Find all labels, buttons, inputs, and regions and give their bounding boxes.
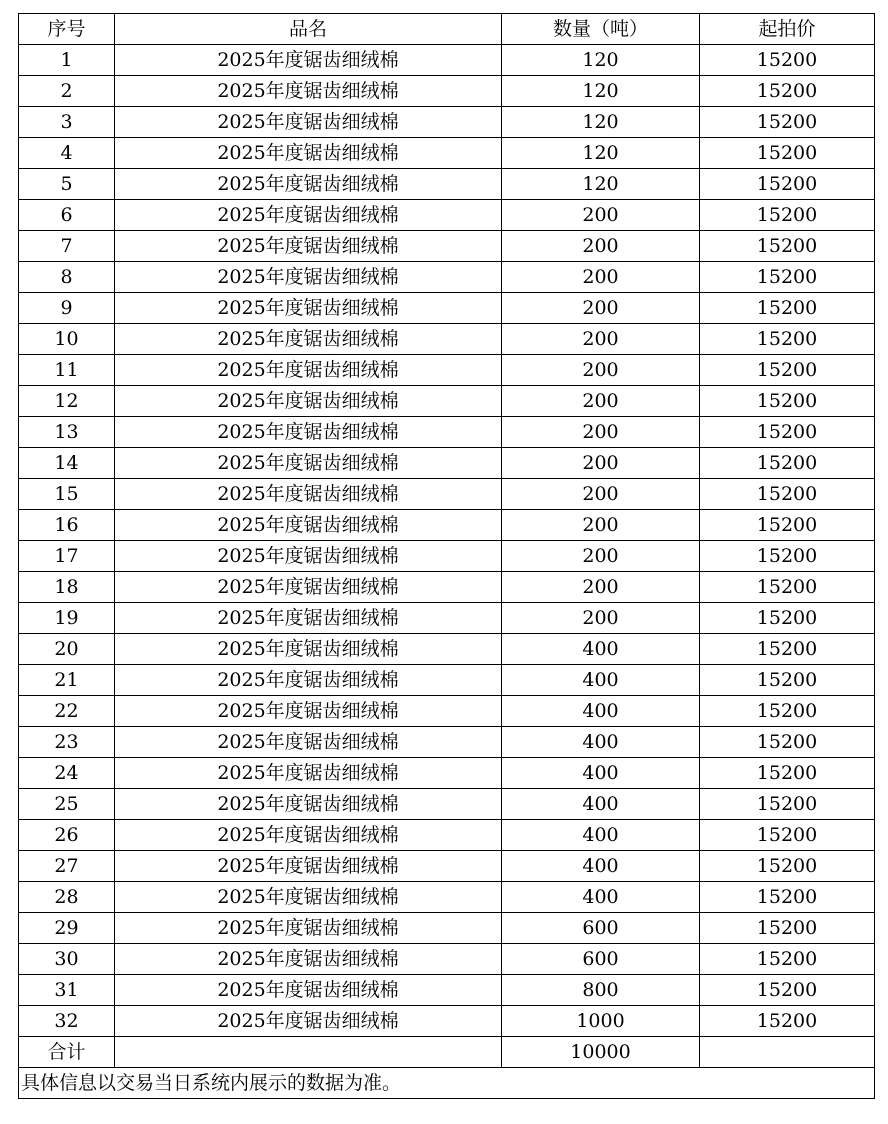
table-header-row: [19, 14, 875, 45]
cell-name: 2025年度锯齿细绒棉: [115, 541, 502, 572]
cell-name: 2025年度锯齿细绒棉: [115, 851, 502, 882]
cell-start-price: 15200: [700, 417, 875, 448]
cell-quantity: 400: [502, 820, 700, 851]
cell-quantity: 120: [502, 138, 700, 169]
table-row: [19, 76, 875, 107]
total-quantity: 10000: [502, 1037, 700, 1068]
cell-seq: 15: [19, 479, 115, 510]
cell-start-price: 15200: [700, 510, 875, 541]
cell-start-price: 15200: [700, 386, 875, 417]
cell-seq: 13: [19, 417, 115, 448]
total-name: [115, 1037, 502, 1068]
cell-seq: 30: [19, 944, 115, 975]
cell-seq: 3: [19, 107, 115, 138]
table-row: [19, 758, 875, 789]
table-row: [19, 541, 875, 572]
cell-name: 2025年度锯齿细绒棉: [115, 758, 502, 789]
cell-start-price: 15200: [700, 200, 875, 231]
cell-name: 2025年度锯齿细绒棉: [115, 510, 502, 541]
cell-quantity: 200: [502, 541, 700, 572]
cell-start-price: 15200: [700, 696, 875, 727]
cell-seq: 9: [19, 293, 115, 324]
cell-start-price: 15200: [700, 138, 875, 169]
table-row: [19, 975, 875, 1006]
cell-quantity: 200: [502, 510, 700, 541]
table-row: [19, 1006, 875, 1037]
cell-name: 2025年度锯齿细绒棉: [115, 572, 502, 603]
cell-quantity: 200: [502, 200, 700, 231]
cell-start-price: 15200: [700, 572, 875, 603]
cell-start-price: 15200: [700, 448, 875, 479]
table-note: 具体信息以交易当日系统内展示的数据为准。: [19, 1068, 875, 1099]
table-row: [19, 727, 875, 758]
table-row: [19, 696, 875, 727]
cell-quantity: 200: [502, 293, 700, 324]
cell-name: 2025年度锯齿细绒棉: [115, 665, 502, 696]
cell-start-price: 15200: [700, 882, 875, 913]
cell-seq: 5: [19, 169, 115, 200]
table-row: [19, 944, 875, 975]
cell-quantity: 600: [502, 913, 700, 944]
cell-seq: 7: [19, 231, 115, 262]
cell-quantity: 400: [502, 789, 700, 820]
table-row: [19, 851, 875, 882]
table-row: [19, 448, 875, 479]
cell-name: 2025年度锯齿细绒棉: [115, 138, 502, 169]
cell-seq: 20: [19, 634, 115, 665]
cell-name: 2025年度锯齿细绒棉: [115, 789, 502, 820]
cell-name: 2025年度锯齿细绒棉: [115, 944, 502, 975]
cell-name: 2025年度锯齿细绒棉: [115, 262, 502, 293]
cell-name: 2025年度锯齿细绒棉: [115, 355, 502, 386]
cell-start-price: 15200: [700, 913, 875, 944]
cell-start-price: 15200: [700, 944, 875, 975]
cell-start-price: 15200: [700, 1006, 875, 1037]
cell-start-price: 15200: [700, 107, 875, 138]
cell-name: 2025年度锯齿细绒棉: [115, 231, 502, 262]
total-row: [19, 1037, 875, 1068]
cell-seq: 24: [19, 758, 115, 789]
cell-quantity: 200: [502, 479, 700, 510]
auction-lot-table: [18, 13, 875, 1099]
cell-seq: 22: [19, 696, 115, 727]
cell-quantity: 200: [502, 572, 700, 603]
header-quantity: 数量（吨）: [502, 14, 700, 45]
cell-name: 2025年度锯齿细绒棉: [115, 324, 502, 355]
cell-quantity: 200: [502, 417, 700, 448]
cell-quantity: 400: [502, 882, 700, 913]
cell-seq: 17: [19, 541, 115, 572]
cell-name: 2025年度锯齿细绒棉: [115, 107, 502, 138]
cell-quantity: 400: [502, 758, 700, 789]
table-body: [19, 45, 875, 1099]
cell-start-price: 15200: [700, 541, 875, 572]
cell-start-price: 15200: [700, 851, 875, 882]
table-row: [19, 262, 875, 293]
cell-name: 2025年度锯齿细绒棉: [115, 975, 502, 1006]
table-row: [19, 355, 875, 386]
cell-quantity: 120: [502, 169, 700, 200]
cell-quantity: 200: [502, 231, 700, 262]
cell-start-price: 15200: [700, 45, 875, 76]
cell-name: 2025年度锯齿细绒棉: [115, 913, 502, 944]
cell-quantity: 200: [502, 262, 700, 293]
cell-start-price: 15200: [700, 727, 875, 758]
cell-seq: 12: [19, 386, 115, 417]
cell-name: 2025年度锯齿细绒棉: [115, 448, 502, 479]
cell-start-price: 15200: [700, 820, 875, 851]
cell-name: 2025年度锯齿细绒棉: [115, 45, 502, 76]
table-row: [19, 510, 875, 541]
cell-start-price: 15200: [700, 231, 875, 262]
cell-start-price: 15200: [700, 355, 875, 386]
cell-quantity: 200: [502, 448, 700, 479]
cell-quantity: 400: [502, 851, 700, 882]
table-row: [19, 324, 875, 355]
cell-name: 2025年度锯齿细绒棉: [115, 76, 502, 107]
cell-name: 2025年度锯齿细绒棉: [115, 293, 502, 324]
cell-name: 2025年度锯齿细绒棉: [115, 417, 502, 448]
total-start-price: [700, 1037, 875, 1068]
cell-seq: 31: [19, 975, 115, 1006]
cell-seq: 1: [19, 45, 115, 76]
cell-seq: 26: [19, 820, 115, 851]
cell-seq: 11: [19, 355, 115, 386]
cell-quantity: 200: [502, 324, 700, 355]
table-row: [19, 293, 875, 324]
cell-seq: 19: [19, 603, 115, 634]
cell-seq: 8: [19, 262, 115, 293]
table-row: [19, 634, 875, 665]
cell-start-price: 15200: [700, 293, 875, 324]
table-row: [19, 386, 875, 417]
header-name: 品名: [115, 14, 502, 45]
cell-quantity: 400: [502, 665, 700, 696]
cell-seq: 27: [19, 851, 115, 882]
cell-seq: 14: [19, 448, 115, 479]
cell-seq: 28: [19, 882, 115, 913]
cell-start-price: 15200: [700, 634, 875, 665]
cell-quantity: 200: [502, 355, 700, 386]
table-row: [19, 572, 875, 603]
cell-quantity: 600: [502, 944, 700, 975]
cell-seq: 18: [19, 572, 115, 603]
cell-start-price: 15200: [700, 975, 875, 1006]
cell-name: 2025年度锯齿细绒棉: [115, 882, 502, 913]
cell-name: 2025年度锯齿细绒棉: [115, 820, 502, 851]
table-row: [19, 882, 875, 913]
cell-quantity: 200: [502, 603, 700, 634]
header-seq: 序号: [19, 14, 115, 45]
table-row: [19, 603, 875, 634]
cell-quantity: 1000: [502, 1006, 700, 1037]
cell-quantity: 200: [502, 386, 700, 417]
table-row: [19, 45, 875, 76]
cell-seq: 32: [19, 1006, 115, 1037]
cell-name: 2025年度锯齿细绒棉: [115, 696, 502, 727]
cell-seq: 4: [19, 138, 115, 169]
cell-start-price: 15200: [700, 603, 875, 634]
table-row: [19, 820, 875, 851]
cell-name: 2025年度锯齿细绒棉: [115, 386, 502, 417]
cell-quantity: 120: [502, 45, 700, 76]
table-row: [19, 138, 875, 169]
cell-start-price: 15200: [700, 479, 875, 510]
cell-start-price: 15200: [700, 169, 875, 200]
table-row: [19, 479, 875, 510]
table-row: [19, 169, 875, 200]
cell-name: 2025年度锯齿细绒棉: [115, 479, 502, 510]
cell-start-price: 15200: [700, 76, 875, 107]
cell-start-price: 15200: [700, 758, 875, 789]
cell-start-price: 15200: [700, 789, 875, 820]
table-row: [19, 231, 875, 262]
cell-name: 2025年度锯齿细绒棉: [115, 169, 502, 200]
table-row: [19, 200, 875, 231]
table-row: [19, 789, 875, 820]
cell-name: 2025年度锯齿细绒棉: [115, 1006, 502, 1037]
cell-seq: 10: [19, 324, 115, 355]
cell-seq: 29: [19, 913, 115, 944]
cell-quantity: 120: [502, 76, 700, 107]
cell-quantity: 400: [502, 727, 700, 758]
cell-seq: 16: [19, 510, 115, 541]
cell-quantity: 120: [502, 107, 700, 138]
cell-seq: 6: [19, 200, 115, 231]
cell-name: 2025年度锯齿细绒棉: [115, 727, 502, 758]
cell-quantity: 400: [502, 634, 700, 665]
cell-seq: 25: [19, 789, 115, 820]
header-start-price: 起拍价: [700, 14, 875, 45]
cell-name: 2025年度锯齿细绒棉: [115, 200, 502, 231]
table-row: [19, 665, 875, 696]
note-row: [19, 1068, 875, 1099]
total-label: 合计: [19, 1037, 115, 1068]
cell-seq: 23: [19, 727, 115, 758]
cell-seq: 21: [19, 665, 115, 696]
table-row: [19, 417, 875, 448]
cell-start-price: 15200: [700, 324, 875, 355]
table-row: [19, 107, 875, 138]
cell-quantity: 800: [502, 975, 700, 1006]
cell-name: 2025年度锯齿细绒棉: [115, 634, 502, 665]
table-row: [19, 913, 875, 944]
cell-seq: 2: [19, 76, 115, 107]
cell-start-price: 15200: [700, 665, 875, 696]
cell-quantity: 400: [502, 696, 700, 727]
cell-name: 2025年度锯齿细绒棉: [115, 603, 502, 634]
cell-start-price: 15200: [700, 262, 875, 293]
